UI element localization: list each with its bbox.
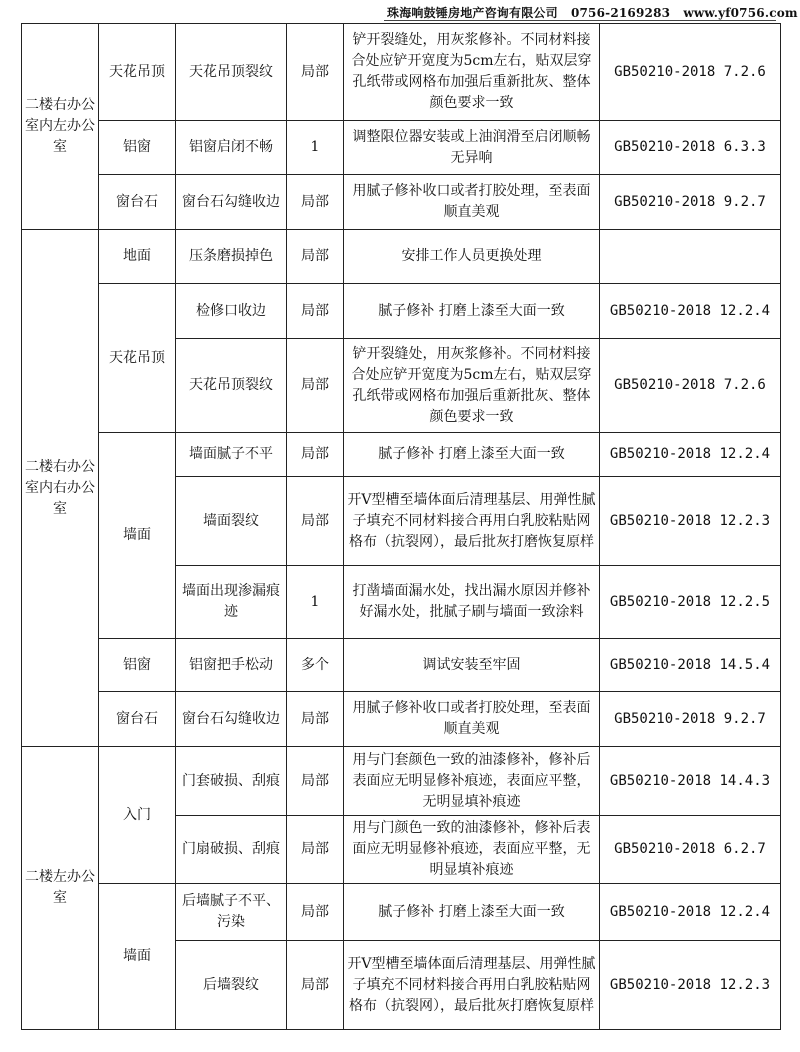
table-row (22, 284, 781, 339)
part-cell: 天花吊顶 (99, 24, 176, 121)
table-row (22, 692, 781, 747)
table-row (22, 639, 781, 692)
method-cell: 打凿墙面漏水处，找出漏水原因并修补好漏水处，批腻子刷与墙面一致涂料 (344, 566, 600, 639)
standard-cell: GB50210-2018 9.2.7 (600, 175, 781, 230)
method-cell: 用腻子修补收口或者打胶处理，至表面顺直美观 (344, 692, 600, 747)
method-cell: 开V型槽至墙体面后清理基层、用弹性腻子填充不同材料接合再用白乳胶粘贴网格布（抗裂网），最后批灰打磨恢复原样 (344, 477, 600, 566)
header-info (387, 4, 798, 21)
issue-cell: 墙面腻子不平 (176, 433, 287, 477)
qty-cell: 局部 (287, 941, 344, 1030)
issue-cell: 窗台石勾缝收边 (176, 692, 287, 747)
qty-cell: 1 (287, 121, 344, 175)
part-cell: 墙面 (99, 433, 176, 639)
standard-cell: GB50210-2018 6.3.3 (600, 121, 781, 175)
standard-cell: GB50210-2018 12.2.5 (600, 566, 781, 639)
part-cell: 窗台石 (99, 175, 176, 230)
table-row (22, 433, 781, 477)
qty-cell: 局部 (287, 433, 344, 477)
part-cell: 入门 (99, 747, 176, 884)
method-cell: 腻子修补 打磨上漆至大面一致 (344, 433, 600, 477)
issue-cell: 检修口收边 (176, 284, 287, 339)
qty-cell: 局部 (287, 230, 344, 284)
method-cell: 腻子修补 打磨上漆至大面一致 (344, 284, 600, 339)
method-cell: 用与门套颜色一致的油漆修补，修补后表面应无明显修补痕迹，表面应平整，无明显填补痕迹 (344, 747, 600, 816)
issue-cell: 墙面出现渗漏痕迹 (176, 566, 287, 639)
header-website: www.yf0756.com (683, 6, 798, 20)
table-row (22, 24, 781, 121)
table-row (22, 884, 781, 941)
part-cell: 铝窗 (99, 639, 176, 692)
header-divider (384, 20, 776, 21)
issue-cell: 门套破损、刮痕 (176, 747, 287, 816)
table-row (22, 230, 781, 284)
issue-cell: 铝窗把手松动 (176, 639, 287, 692)
area-cell: 二楼左办公室 (22, 747, 99, 1030)
header-company: 珠海响鼓锤房地产咨询有限公司 (387, 6, 558, 20)
method-cell: 用与门颜色一致的油漆修补，修补后表面应无明显修补痕迹，表面应平整，无明显填补痕迹 (344, 816, 600, 884)
standard-cell: GB50210-2018 12.2.4 (600, 433, 781, 477)
issue-cell: 后墙腻子不平、污染 (176, 884, 287, 941)
defect-table (21, 23, 781, 1030)
standard-cell: GB50210-2018 12.2.3 (600, 477, 781, 566)
qty-cell: 局部 (287, 24, 344, 121)
method-cell: 腻子修补 打磨上漆至大面一致 (344, 884, 600, 941)
standard-cell: GB50210-2018 7.2.6 (600, 24, 781, 121)
qty-cell: 局部 (287, 747, 344, 816)
method-cell: 调试安装至牢固 (344, 639, 600, 692)
part-cell: 天花吊顶 (99, 284, 176, 433)
qty-cell: 局部 (287, 884, 344, 941)
issue-cell: 窗台石勾缝收边 (176, 175, 287, 230)
qty-cell: 局部 (287, 284, 344, 339)
issue-cell: 后墙裂纹 (176, 941, 287, 1030)
method-cell: 开V型槽至墙体面后清理基层、用弹性腻子填充不同材料接合再用白乳胶粘贴网格布（抗裂网），最后批灰打磨恢复原样 (344, 941, 600, 1030)
qty-cell: 局部 (287, 692, 344, 747)
table-row (22, 175, 781, 230)
standard-cell: GB50210-2018 6.2.7 (600, 816, 781, 884)
qty-cell: 局部 (287, 477, 344, 566)
qty-cell: 局部 (287, 175, 344, 230)
page-header (0, 0, 800, 22)
standard-cell: GB50210-2018 14.4.3 (600, 747, 781, 816)
standard-cell: GB50210-2018 7.2.6 (600, 339, 781, 433)
method-cell: 调整限位器安装或上油润滑至启闭顺畅无异响 (344, 121, 600, 175)
part-cell: 铝窗 (99, 121, 176, 175)
method-cell: 铲开裂缝处，用灰浆修补。不同材料接合处应铲开宽度为5cm左右，贴双层穿孔纸带或网格布加强后重新批灰、整体颜色要求一致 (344, 24, 600, 121)
issue-cell: 天花吊顶裂纹 (176, 24, 287, 121)
issue-cell: 压条磨损掉色 (176, 230, 287, 284)
issue-cell: 门扇破损、刮痕 (176, 816, 287, 884)
issue-cell: 天花吊顶裂纹 (176, 339, 287, 433)
issue-cell: 铝窗启闭不畅 (176, 121, 287, 175)
part-cell: 墙面 (99, 884, 176, 1030)
table-row (22, 747, 781, 816)
qty-cell: 多个 (287, 639, 344, 692)
method-cell: 铲开裂缝处，用灰浆修补。不同材料接合处应铲开宽度为5cm左右，贴双层穿孔纸带或网格布加强后重新批灰、整体颜色要求一致 (344, 339, 600, 433)
standard-cell: GB50210-2018 12.2.4 (600, 884, 781, 941)
qty-cell: 1 (287, 566, 344, 639)
standard-cell: GB50210-2018 14.5.4 (600, 639, 781, 692)
standard-cell: GB50210-2018 12.2.4 (600, 284, 781, 339)
part-cell: 地面 (99, 230, 176, 284)
method-cell: 安排工作人员更换处理 (344, 230, 600, 284)
qty-cell: 局部 (287, 339, 344, 433)
area-cell: 二楼右办公室内左办公室 (22, 24, 99, 230)
standard-cell (600, 230, 781, 284)
issue-cell: 墙面裂纹 (176, 477, 287, 566)
method-cell: 用腻子修补收口或者打胶处理，至表面顺直美观 (344, 175, 600, 230)
table-row (22, 121, 781, 175)
header-phone: 0756-2169283 (570, 6, 671, 20)
standard-cell: GB50210-2018 9.2.7 (600, 692, 781, 747)
standard-cell: GB50210-2018 12.2.3 (600, 941, 781, 1030)
qty-cell: 局部 (287, 816, 344, 884)
part-cell: 窗台石 (99, 692, 176, 747)
area-cell: 二楼右办公室内右办公室 (22, 230, 99, 747)
